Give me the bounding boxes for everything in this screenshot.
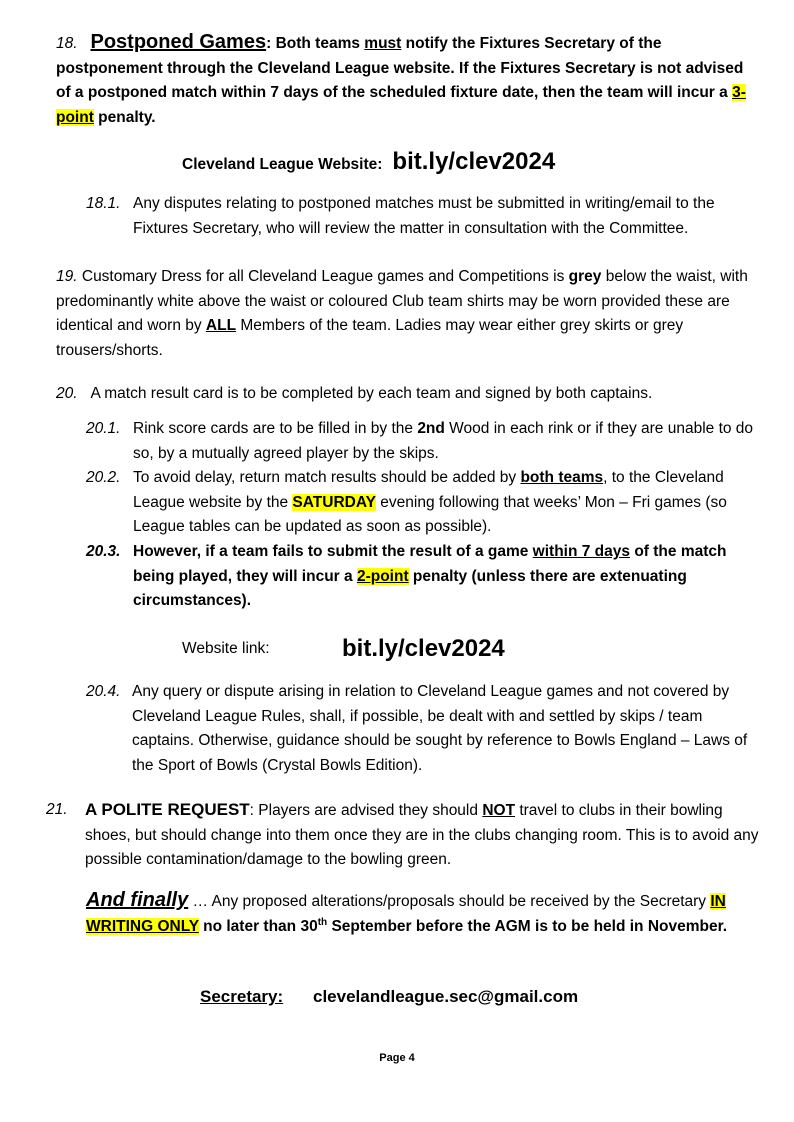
- section-21: 21. A POLITE REQUEST: Players are advised they should NOT travel to clubs in their bowling shoes, but should change into them once they are in the clubs changing room. This is to avoid any possible contamination/damage to the bowling green.: [46, 800, 759, 869]
- website-line-1: [182, 146, 555, 181]
- writing-highlight: IN WRITING ONLY: [86, 893, 726, 935]
- secretary-label: Secretary:: [200, 987, 284, 1006]
- closing-title: And finally: [86, 889, 189, 911]
- section-title: A POLITE REQUEST: [85, 800, 250, 819]
- section-number: 21.: [46, 801, 68, 818]
- website-label: Website link:: [182, 640, 270, 657]
- section-20-3: 20.3. However, if a team fails to submit the result of a game within 7 days of the match being played, they will incur a 2-point penalty (unless there are extenuating circumstances).: [86, 540, 766, 614]
- section-18: 18. Postponed Games: Both teams must notify the Fixtures Secretary of the postponement through the Cleveland League website. If the Fixtures Secretary is not advised of a postponed match within 7 days of the scheduled fixture date, then the team will incur a 3-point penalty.: [56, 31, 746, 126]
- section-number: 20.3.: [86, 543, 121, 560]
- secretary-email: clevelandleague.sec@gmail.com: [313, 987, 579, 1006]
- section-18-1: 18.1. Any disputes relating to postponed matches must be submitted in writing/email to the Fixtures Secretary, who will review the matter in consultation with the Committee.: [86, 192, 766, 241]
- section-number: 19.: [56, 268, 78, 285]
- website-url: bit.ly/clev2024: [392, 148, 556, 175]
- section-19: 19. Customary Dress for all Cleveland League games and Competitions is grey below the waist, with predominantly white above the waist or coloured Club team shirts may be worn provided these are identical and worn by ALL Members of the team. Ladies may wear either grey skirts or grey trousers/shorts.: [56, 268, 748, 359]
- penalty-highlight: 3-point: [56, 84, 746, 126]
- section-number: 20.4.: [86, 683, 121, 700]
- section-number: 20.: [56, 385, 78, 402]
- section-title: Postponed Games: [90, 31, 267, 53]
- website-url: bit.ly/clev2024: [342, 635, 505, 662]
- closing-note: And finally … Any proposed alterations/proposals should be received by the Secretary IN WRITING ONLY no later than 30th September before the AGM is to be held in November.: [86, 889, 728, 935]
- section-number: 20.2.: [86, 469, 121, 486]
- page-number: Page 4: [379, 1052, 415, 1064]
- secretary-line: [200, 984, 283, 1010]
- section-20-4: 20.4. Any query or dispute arising in relation to Cleveland League games and not covered by Cleveland League Rules, shall, if possible, be dealt with and settled by skips / team captains. Otherwise, guidance should be sought by reference to Bowls England – Laws of the Sport of Bowls (Crystal Bowls Edition).: [86, 680, 766, 778]
- emphasis-must: must: [364, 35, 402, 52]
- website-label: Cleveland League Website:: [182, 156, 383, 173]
- website-line-2: [182, 632, 270, 666]
- section-20-2: 20.2. To avoid delay, return match results should be added by both teams, to the Cleveland League website by the SATURDAY evening following that weeks’ Mon – Fri games (so League tables can be updated as soon as possible).: [86, 466, 766, 540]
- section-number: 18.1.: [86, 195, 121, 212]
- saturday-highlight: SATURDAY: [292, 493, 376, 511]
- section-20-1: 20.1. Rink score cards are to be filled in by the 2nd Wood in each rink or if they are unable to do so, by a mutually agreed player by the skips.: [86, 417, 766, 466]
- website-url-2-wrap: [342, 632, 505, 669]
- penalty-highlight: 2-point: [356, 567, 409, 585]
- section-number: 18.: [56, 35, 78, 52]
- section-20: 20. A match result card is to be completed by each team and signed by both captains.: [56, 385, 653, 402]
- secretary-email-wrap: [313, 984, 578, 1010]
- section-number: 20.1.: [86, 420, 121, 437]
